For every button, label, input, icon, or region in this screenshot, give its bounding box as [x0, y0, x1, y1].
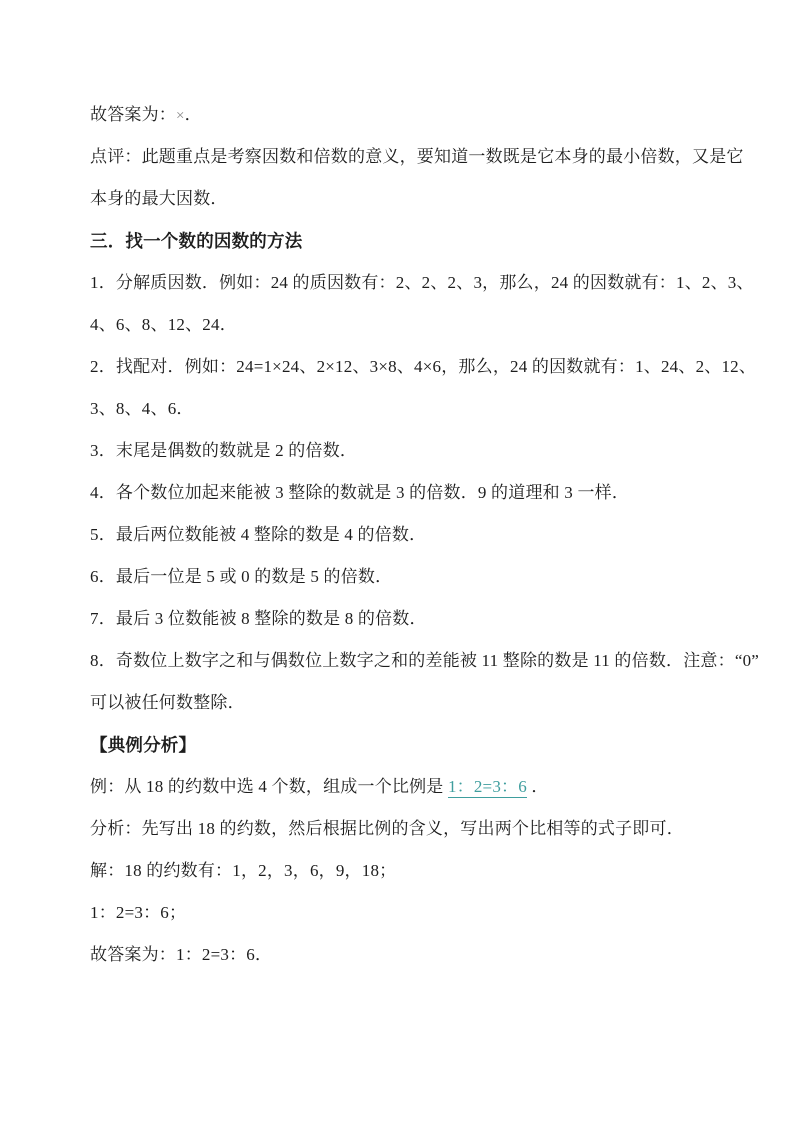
method-line: 7．最后 3 位数能被 8 整除的数是 8 的倍数．	[90, 609, 427, 628]
method-line: 4．各个数位加起来能被 3 整除的数就是 3 的倍数．9 的道理和 3 一样．	[90, 483, 630, 502]
document-body	[90, 94, 760, 976]
example-analysis-heading: 【典例分析】	[90, 735, 197, 755]
method-line: 3．末尾是偶数的数就是 2 的倍数．	[90, 441, 358, 460]
example-suffix: ．	[526, 777, 549, 796]
method-line: 5．最后两位数能被 4 整除的数是 4 的倍数．	[90, 525, 427, 544]
method-line: 3、8、4、6．	[90, 399, 194, 418]
solution-line: 1：2=3：6；	[90, 903, 187, 922]
cross-answer-mark: ×	[176, 108, 185, 124]
solution-line: 故答案为：1：2=3：6．	[90, 945, 273, 964]
example-line	[90, 766, 714, 808]
filled-answer: 1：2=3：6	[447, 777, 527, 796]
method-line: 8．奇数位上数字之和与偶数位上数字之和的差能被 11 整除的数是 11 的倍数．注意：“0”	[90, 651, 760, 670]
section-heading-methods: 三．找一个数的因数的方法	[90, 231, 303, 251]
solution-line: 解：18 的约数有：1，2，3，6，9，18；	[90, 861, 397, 880]
review-line: 本身的最大因数．	[90, 189, 228, 208]
review-line: 点评：此题重点是考察因数和倍数的意义，要知道一数既是它本身的最小倍数，又是它	[90, 147, 744, 166]
analysis-line: 分析：先写出 18 的约数，然后根据比例的含义，写出两个比相等的式子即可．	[90, 819, 684, 838]
verdict-prefix: 故答案为：	[90, 105, 176, 124]
method-line: 2．找配对．例如：24=1×24、2×12、3×8、4×6，那么，24 的因数就有：1、24、2、12、	[90, 357, 757, 376]
method-line: 可以被任何数整除．	[90, 693, 245, 712]
method-line: 4、6、8、12、24．	[90, 315, 237, 334]
answer-verdict-line	[90, 94, 714, 136]
method-line: 6．最后一位是 5 或 0 的数是 5 的倍数．	[90, 567, 393, 586]
verdict-suffix: ．	[184, 105, 202, 124]
example-prefix: 例：从 18 的约数中选 4 个数，组成一个比例是	[90, 777, 448, 796]
method-line: 1．分解质因数．例如：24 的质因数有：2、2、2、3，那么，24 的因数就有：1、2、3、	[90, 273, 754, 292]
